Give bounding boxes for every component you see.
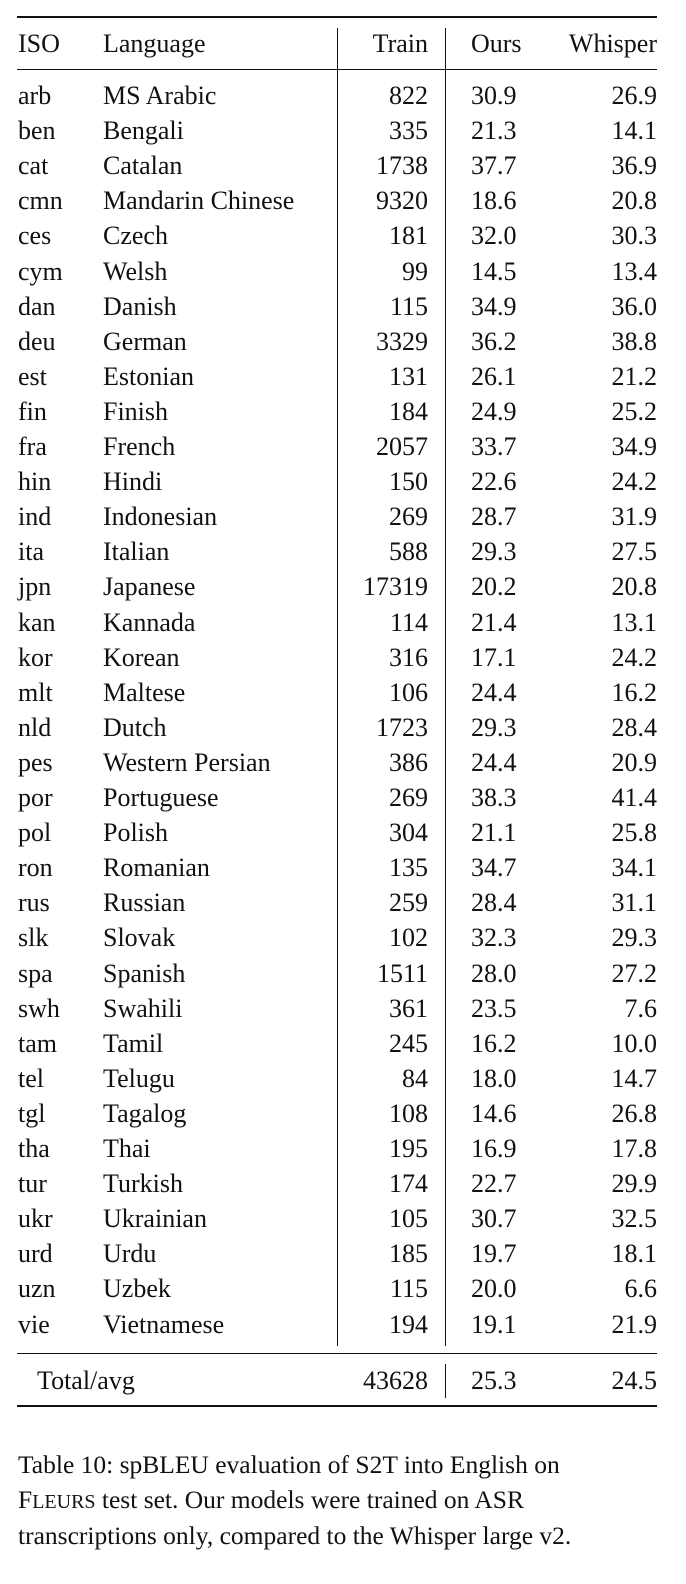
cell-train: 245: [389, 1028, 428, 1058]
cell-whisper: 13.4: [611, 256, 657, 286]
cell-train: 185: [389, 1239, 428, 1269]
table-row: [0, 289, 686, 324]
cell-iso: hin: [18, 467, 52, 497]
cell-language: Korean: [103, 642, 180, 672]
cell-language: Welsh: [103, 256, 168, 286]
cell-ours: 21.3: [471, 116, 517, 146]
cell-iso: jpn: [18, 572, 52, 602]
cell-train: 108: [389, 1098, 428, 1128]
cell-train: 114: [389, 607, 428, 637]
cell-train: 304: [389, 818, 428, 848]
cell-ours: 22.7: [471, 1169, 517, 1199]
cell-iso: ita: [18, 537, 44, 567]
cell-train: 1738: [376, 151, 428, 181]
table-row: [0, 183, 686, 218]
cell-train: 588: [389, 537, 428, 567]
table-row: [0, 1131, 686, 1166]
cell-language: MS Arabic: [103, 81, 217, 110]
header-language: Language: [103, 29, 206, 58]
cell-train: 386: [389, 747, 428, 777]
cell-whisper: 6.6: [624, 1274, 657, 1304]
cell-language: Polish: [103, 818, 169, 848]
cell-ours: 18.0: [471, 1063, 517, 1093]
table-row: [0, 464, 686, 499]
cell-ours: 38.3: [471, 783, 517, 812]
cell-whisper: 30.3: [611, 221, 657, 251]
cell-language: Telugu: [103, 1063, 175, 1093]
cell-train: 115: [389, 291, 428, 321]
table-row: [0, 359, 686, 394]
caption-line-3: transcriptions only, compared to the Whisper large v2.: [18, 1521, 572, 1550]
table-row: [0, 1307, 686, 1342]
cell-ours: 30.9: [471, 81, 517, 110]
cell-train: 131: [389, 361, 428, 391]
cell-ours: 34.7: [471, 853, 517, 883]
cell-whisper: 27.5: [611, 537, 657, 567]
cell-language: Vietnamese: [103, 1309, 225, 1339]
cell-ours: 20.0: [471, 1274, 517, 1304]
cell-iso: spa: [18, 958, 53, 988]
cell-ours: 37.7: [471, 151, 517, 181]
cell-train: 195: [389, 1134, 428, 1163]
cell-iso: tgl: [18, 1098, 46, 1128]
cell-language: German: [103, 326, 187, 356]
cell-train: 174: [389, 1169, 428, 1199]
cell-whisper: 38.8: [611, 326, 657, 356]
cell-train: 316: [389, 642, 428, 672]
cell-iso: mlt: [18, 677, 53, 707]
cell-language: Uzbek: [103, 1274, 171, 1304]
cell-ours: 17.1: [471, 642, 517, 672]
cell-whisper: 26.9: [611, 81, 657, 110]
cell-iso: fin: [18, 396, 47, 426]
cell-whisper: 31.1: [611, 888, 657, 918]
total-ours: 25.3: [471, 1366, 517, 1395]
cell-ours: 21.1: [471, 818, 517, 848]
table-row: [0, 429, 686, 464]
column-divider-1: [337, 28, 338, 1346]
cell-iso: vie: [18, 1309, 50, 1339]
cell-train: 184: [389, 396, 428, 426]
cell-iso: uzn: [18, 1274, 56, 1304]
cell-train: 102: [389, 923, 428, 953]
cell-language: Ukrainian: [103, 1204, 207, 1234]
table-row: [0, 710, 686, 745]
caption-line-2-text: test set. Our models were trained on ASR: [95, 1484, 525, 1514]
cell-train: 259: [389, 888, 428, 918]
top-rule: [17, 16, 657, 18]
cell-whisper: 14.7: [611, 1063, 657, 1093]
cell-whisper: 41.4: [611, 783, 657, 812]
table-row: [0, 1271, 686, 1306]
cell-ours: 29.3: [471, 712, 517, 742]
total-divider: [445, 1364, 446, 1398]
cell-train: 822: [389, 81, 428, 110]
table-row: [0, 815, 686, 850]
cell-train: 9320: [376, 186, 428, 216]
table-row: [0, 324, 686, 359]
cell-language: Estonian: [103, 361, 194, 391]
caption-line-2: [18, 1483, 668, 1520]
cell-iso: cmn: [18, 186, 63, 216]
cell-language: Finish: [103, 396, 169, 426]
cell-ours: 21.4: [471, 607, 517, 637]
table-row: [0, 675, 686, 710]
table-row: [0, 850, 686, 885]
cell-train: 269: [389, 502, 428, 532]
cell-ours: 32.3: [471, 923, 517, 953]
cell-whisper: 21.2: [611, 361, 657, 391]
table-row: [0, 745, 686, 780]
cell-train: 99: [402, 256, 428, 286]
cell-ours: 28.0: [471, 958, 517, 988]
table-row: [0, 1061, 686, 1096]
cell-iso: tam: [18, 1028, 57, 1058]
cell-language: Japanese: [103, 572, 196, 602]
cell-iso: tel: [18, 1063, 44, 1093]
cell-ours: 28.7: [471, 502, 517, 532]
table-row: [0, 920, 686, 955]
caption-line-1: Table 10: spBLEU evaluation of S2T into English on: [18, 1450, 560, 1479]
cell-train: 3329: [376, 326, 428, 356]
table-row: [0, 956, 686, 991]
cell-language: Bengali: [103, 116, 184, 146]
cell-language: Kannada: [103, 607, 196, 637]
cell-iso: ron: [18, 853, 53, 883]
cell-language: Spanish: [103, 958, 186, 988]
header-iso: ISO: [18, 29, 60, 58]
cell-iso: arb: [18, 81, 52, 110]
cell-iso: slk: [18, 923, 49, 953]
cell-train: 1511: [376, 958, 428, 988]
cell-ours: 16.9: [471, 1134, 517, 1163]
cell-whisper: 16.2: [611, 677, 657, 707]
table-row: [0, 885, 686, 920]
total-rule: [17, 1353, 657, 1354]
total-label: Total/avg: [37, 1366, 135, 1395]
cell-ours: 20.2: [471, 572, 517, 602]
cell-iso: dan: [18, 291, 56, 321]
cell-ours: 23.5: [471, 993, 517, 1023]
table-row: [0, 1166, 686, 1201]
cell-ours: 32.0: [471, 221, 517, 251]
cell-train: 84: [402, 1063, 428, 1093]
cell-whisper: 7.6: [624, 993, 657, 1023]
cell-language: Swahili: [103, 993, 183, 1023]
cell-ours: 16.2: [471, 1028, 517, 1058]
cell-iso: ces: [18, 221, 52, 251]
table-row: [0, 1201, 686, 1236]
cell-whisper: 28.4: [611, 712, 657, 742]
cell-whisper: 27.2: [611, 958, 657, 988]
cell-language: Urdu: [103, 1239, 157, 1269]
cell-ours: 36.2: [471, 326, 517, 356]
cell-language: Portuguese: [103, 783, 219, 812]
cell-iso: ind: [18, 502, 52, 532]
total-train: 43628: [363, 1366, 428, 1395]
cell-whisper: 13.1: [611, 607, 657, 637]
cell-iso: cym: [18, 256, 63, 286]
cell-train: 1723: [376, 712, 428, 742]
cell-whisper: 20.8: [611, 572, 657, 602]
cell-ours: 24.4: [471, 747, 517, 777]
bottom-rule: [17, 1405, 657, 1407]
cell-iso: pol: [18, 818, 52, 848]
cell-whisper: 29.9: [611, 1169, 657, 1199]
cell-ours: 14.5: [471, 256, 517, 286]
cell-train: 361: [389, 993, 428, 1023]
cell-language: Czech: [103, 221, 168, 251]
table-row: [0, 605, 686, 640]
cell-train: 335: [389, 116, 428, 146]
total-row: [0, 1362, 686, 1400]
cell-whisper: 34.1: [611, 853, 657, 883]
table-row: [0, 569, 686, 604]
cell-language: Slovak: [103, 923, 176, 953]
cell-ours: 19.1: [471, 1309, 517, 1339]
cell-iso: pes: [18, 747, 53, 777]
cell-whisper: 26.8: [611, 1098, 657, 1128]
column-divider-2: [445, 28, 446, 1346]
cell-whisper: 32.5: [611, 1204, 657, 1234]
cell-whisper: 10.0: [611, 1028, 657, 1058]
header-train: Train: [372, 29, 428, 58]
cell-language: Russian: [103, 888, 186, 918]
table-row: [0, 1236, 686, 1271]
caption-smallcaps-rest: LEURS: [32, 1490, 96, 1513]
cell-whisper: 20.9: [611, 747, 657, 777]
cell-iso: kor: [18, 642, 53, 672]
total-whisper: 24.5: [611, 1366, 657, 1395]
cell-ours: 33.7: [471, 432, 517, 461]
cell-whisper: 20.8: [611, 186, 657, 216]
cell-whisper: 14.1: [611, 116, 657, 146]
cell-whisper: 21.9: [611, 1309, 657, 1339]
table-row: [0, 254, 686, 289]
cell-language: Thai: [103, 1134, 151, 1163]
table-row: [0, 78, 686, 113]
table-row: [0, 780, 686, 815]
cell-language: Maltese: [103, 677, 186, 707]
cell-language: Romanian: [103, 853, 210, 883]
table-row: [0, 1096, 686, 1131]
cell-iso: tha: [18, 1134, 50, 1163]
cell-train: 2057: [376, 432, 428, 461]
cell-whisper: 25.2: [611, 396, 657, 426]
cell-whisper: 24.2: [611, 642, 657, 672]
caption-smallcaps-initial: F: [18, 1484, 33, 1514]
cell-iso: est: [18, 361, 47, 391]
cell-iso: urd: [18, 1239, 53, 1269]
table-row: [0, 991, 686, 1026]
cell-ours: 18.6: [471, 186, 517, 216]
cell-language: Western Persian: [103, 747, 271, 777]
cell-whisper: 24.2: [611, 467, 657, 497]
cell-language: Tagalog: [103, 1098, 187, 1128]
table-row: [0, 394, 686, 429]
cell-ours: 28.4: [471, 888, 517, 918]
cell-train: 135: [389, 853, 428, 883]
cell-iso: ben: [18, 116, 56, 146]
cell-ours: 30.7: [471, 1204, 517, 1234]
cell-ours: 24.9: [471, 396, 517, 426]
table-row: [0, 148, 686, 183]
cell-train: 106: [389, 677, 428, 707]
table-row: [0, 1026, 686, 1061]
table-row: [0, 499, 686, 534]
cell-language: Hindi: [103, 467, 163, 497]
cell-language: Tamil: [103, 1028, 164, 1058]
cell-ours: 14.6: [471, 1098, 517, 1128]
cell-language: Indonesian: [103, 502, 218, 532]
cell-iso: deu: [18, 326, 56, 356]
cell-whisper: 18.1: [611, 1239, 657, 1269]
cell-train: 194: [389, 1309, 428, 1339]
cell-language: Catalan: [103, 151, 183, 181]
cell-iso: cat: [18, 151, 49, 181]
cell-train: 181: [389, 221, 428, 251]
cell-ours: 26.1: [471, 361, 517, 391]
cell-ours: 22.6: [471, 467, 517, 497]
cell-language: Danish: [103, 291, 177, 321]
cell-language: Turkish: [103, 1169, 183, 1199]
cell-iso: por: [18, 783, 53, 812]
cell-whisper: 36.0: [611, 291, 657, 321]
cell-train: 115: [389, 1274, 428, 1304]
cell-whisper: 17.8: [611, 1134, 657, 1163]
cell-whisper: 36.9: [611, 151, 657, 181]
cell-train: 150: [389, 467, 428, 497]
cell-iso: fra: [18, 432, 47, 461]
table-row: [0, 113, 686, 148]
table-row: [0, 218, 686, 253]
cell-ours: 29.3: [471, 537, 517, 567]
cell-train: 269: [389, 783, 428, 812]
table-row: [0, 534, 686, 569]
table-row: [0, 640, 686, 675]
cell-whisper: 34.9: [611, 432, 657, 461]
cell-iso: tur: [18, 1169, 47, 1199]
cell-train: 17319: [363, 572, 428, 602]
cell-ours: 19.7: [471, 1239, 517, 1269]
cell-train: 105: [389, 1204, 428, 1234]
cell-ours: 34.9: [471, 291, 517, 321]
header-ours: Ours: [471, 29, 522, 58]
cell-language: Italian: [103, 537, 170, 567]
cell-whisper: 25.8: [611, 818, 657, 848]
cell-iso: kan: [18, 607, 56, 637]
cell-language: French: [103, 432, 176, 461]
cell-iso: ukr: [18, 1204, 53, 1234]
cell-whisper: 31.9: [611, 502, 657, 532]
cell-iso: nld: [18, 712, 52, 742]
header-row: [0, 24, 686, 64]
header-whisper: Whisper: [568, 29, 657, 58]
cell-iso: rus: [18, 888, 50, 918]
cell-whisper: 29.3: [611, 923, 657, 953]
cell-ours: 24.4: [471, 677, 517, 707]
table-caption: [18, 1448, 668, 1554]
cell-iso: swh: [18, 993, 60, 1023]
cell-language: Dutch: [103, 712, 167, 742]
cell-language: Mandarin Chinese: [103, 186, 295, 216]
